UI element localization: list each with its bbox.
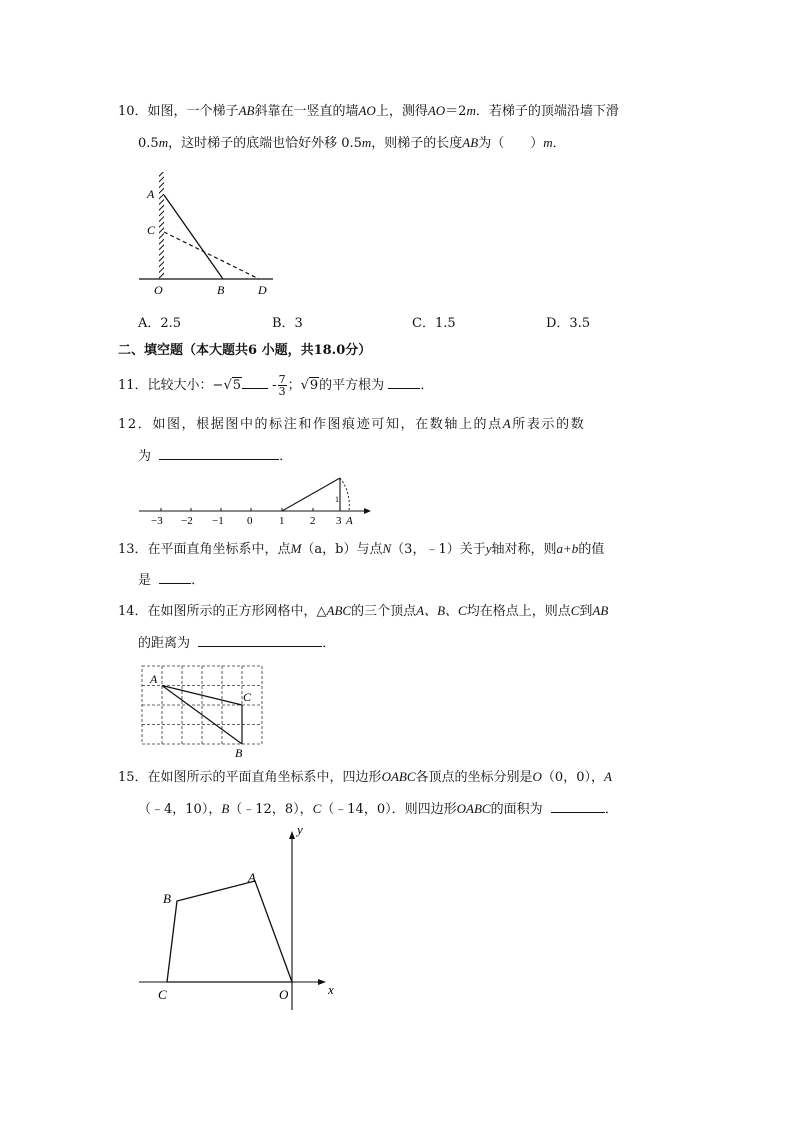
q10-choice-a[interactable]: A．2.5 [138, 316, 182, 331]
q13-blank[interactable] [159, 571, 191, 584]
q15-label-b: B [163, 891, 171, 906]
q10-label-d: D [258, 283, 267, 297]
q14-grid [142, 666, 262, 744]
q12-tick-label: −2 [181, 515, 193, 527]
q10-line1: 10．如图，一个梯子AB斜靠在一竖直的墙AO上，测得AO＝2m．若梯子的顶端沿墙下滑 [118, 103, 619, 119]
section2-title: 二、填空题（本大题共6 小题，共18.0分） [118, 343, 372, 358]
q10-label-b: B [217, 283, 225, 297]
q15-label-c: C [158, 987, 167, 1002]
q12-line1: 12．如图，根据图中的标注和作图痕迹可知，在数轴上的点A所表示的数 [118, 416, 586, 432]
q14-label-a: A [150, 672, 158, 686]
q12-tick-label: 1 [279, 515, 285, 527]
q15-label-x: x [328, 982, 334, 997]
q14-grid-figure [138, 662, 268, 760]
q14-line1: 14．在如图所示的正方形网格中，△ABC的三个顶点A、B、C均在格点上，则点C到AB [118, 603, 609, 619]
q10-ladder-figure [135, 160, 285, 300]
q15-x-arrow [318, 979, 326, 985]
q15-label-a: A [248, 870, 256, 885]
q12-number-line-figure [135, 470, 380, 528]
q12-height-label: 1 [335, 495, 339, 504]
q12-tick-label: −1 [212, 515, 224, 527]
q10-wall [159, 172, 164, 279]
q11-line: 11．比较大小：−√5 - $\frac{7}{3}$ ；√9的平方根为 ． [118, 373, 434, 398]
q15-y-arrow [289, 831, 295, 839]
q15-label-o: O [279, 987, 289, 1002]
q14-triangle [162, 686, 242, 745]
q15-label-y: y [297, 822, 303, 837]
q12-arc [340, 478, 349, 511]
q13-line2: 是 ． [138, 573, 205, 588]
q12-blank[interactable] [159, 447, 279, 460]
q11-fraction: $\frac{7}{3}$ [278, 373, 286, 398]
q15-coordinate-figure [135, 822, 350, 1014]
q12-tick-label: −3 [151, 515, 163, 527]
q10-choice-b[interactable]: B．3 [272, 316, 303, 331]
q10-line2: 0.5m，这时梯子的底端也恰好外移 0.5m，则梯子的长度AB为（ ）m． [138, 135, 566, 151]
q10-label-o: O [154, 283, 163, 297]
q10-label-c: C [147, 223, 156, 237]
q10-choice-d[interactable]: D．3.5 [546, 316, 591, 331]
q12-point-label: A [346, 515, 353, 527]
q12-line2: 为 ． [138, 449, 293, 464]
q14-line2: 的距离为 ． [138, 636, 336, 651]
q10-ladder-cd [164, 232, 259, 279]
q10-label-a: A [147, 187, 155, 201]
q13-line1: 13．在平面直角坐标系中，点M（a，b）与点N（3，﹣1）关于y轴对称，则a+b的值 [118, 541, 605, 557]
q11-blank1[interactable] [242, 376, 268, 389]
q11-blank2[interactable] [388, 376, 420, 389]
q15-blank[interactable] [551, 800, 605, 813]
q10-choice-c[interactable]: C．1.5 [412, 316, 456, 331]
q15-quadrilateral [167, 881, 292, 982]
q12-tick-label: 3 [336, 515, 342, 527]
q12-tick-label: 0 [247, 515, 253, 527]
q14-label-c: C [243, 690, 252, 704]
q12-axis-arrow [364, 508, 371, 514]
q15-line1: 15．在如图所示的平面直角坐标系中，四边形OABC各顶点的坐标分别是O（0，0），A [118, 769, 612, 785]
q14-label-b: B [235, 746, 243, 760]
q14-blank[interactable] [198, 634, 322, 647]
q15-line2: （﹣4，10），B（﹣12，8），C（﹣14，0）．则四边形OABC的面积为 ． [138, 801, 618, 817]
q12-tick-label: 2 [310, 515, 316, 527]
q12-hypotenuse [282, 478, 340, 511]
